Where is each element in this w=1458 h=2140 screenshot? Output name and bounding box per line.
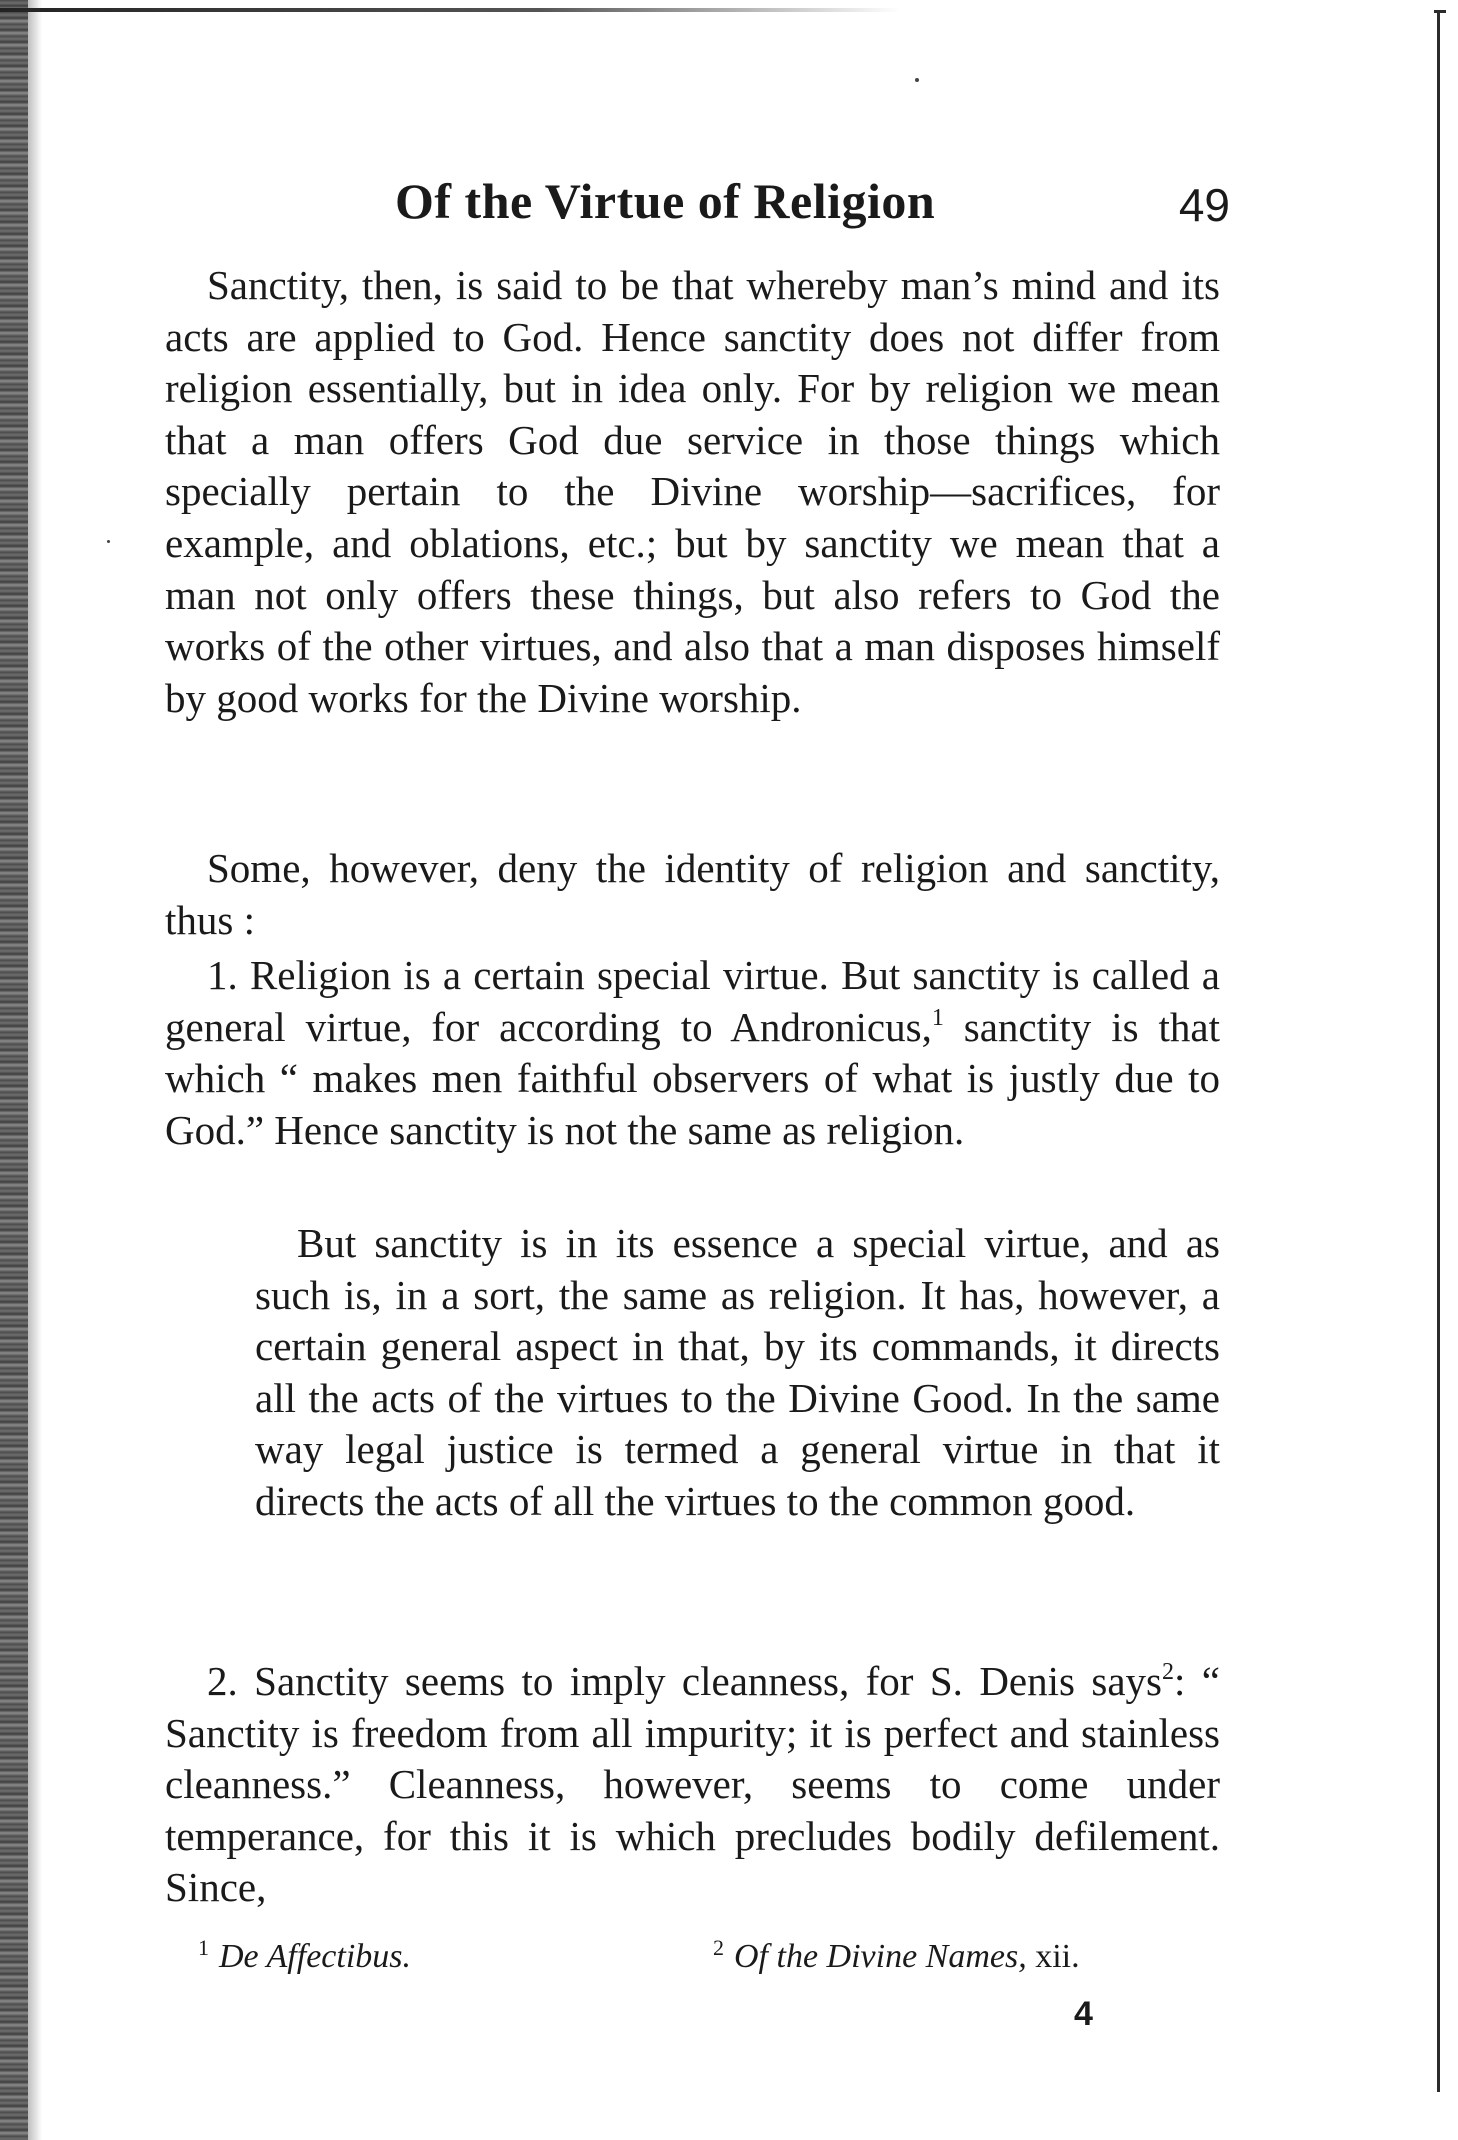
book-binding-edge bbox=[0, 0, 28, 2140]
footnote-text-suffix: xii. bbox=[1026, 1938, 1080, 1975]
running-title: Of the Virtue of Religion bbox=[395, 173, 936, 229]
footnote-2 bbox=[713, 1935, 1080, 1976]
footnotes bbox=[198, 1935, 1198, 1985]
paragraph-text: Some, however, deny the identity of religion and sanctity, thus : bbox=[165, 845, 1220, 943]
paragraph-text-part: 2. Sanctity seems to imply cleanness, for S. Denis says bbox=[207, 1658, 1162, 1704]
footnote-reference: 1 bbox=[931, 1004, 944, 1031]
paragraph-text: But sanctity is in its essence a special virtue, and as such is, in a sort, the same as religion. It has, however, a certain general aspect in that, by its commands, it directs all the acts of the virtues to the Divine Good. In the same way legal justice is termed a general virtue in that it directs the acts of all the virtues to the common good. bbox=[255, 1220, 1220, 1524]
paragraph-objection-one bbox=[165, 950, 1220, 1156]
right-scan-edge-cap bbox=[1434, 10, 1446, 13]
page-header bbox=[395, 172, 1230, 236]
paragraph-text bbox=[165, 1656, 1220, 1914]
footnote-text: De Affectibus. bbox=[219, 1938, 411, 1975]
right-scan-edge bbox=[1437, 12, 1440, 2092]
paragraph-reply-one bbox=[255, 1218, 1220, 1528]
paragraph-sanctity-definition bbox=[165, 260, 1220, 724]
top-scan-edge bbox=[0, 8, 900, 12]
signature-mark: 4 bbox=[1074, 1995, 1093, 2033]
footnote-1 bbox=[198, 1935, 411, 1976]
scan-speck bbox=[915, 78, 919, 82]
paragraph-text bbox=[165, 950, 1220, 1156]
footnote-reference: 2 bbox=[1162, 1659, 1174, 1685]
page-number: 49 bbox=[1178, 179, 1230, 231]
footnote-mark: 1 bbox=[198, 1935, 209, 1960]
paragraph-text-part: 1. Religion is a certain special virtue. But sanctity is called a general virtue, for according to Andronicus, bbox=[165, 952, 1220, 1050]
binding-shadow bbox=[28, 0, 42, 2140]
paragraph-objection-intro bbox=[165, 843, 1220, 946]
scan-speck bbox=[107, 540, 110, 543]
paragraph-text: Sanctity, then, is said to be that whereby man’s mind and its acts are applied to God. Hence sanctity does not differ from religion essentially, but in idea only. For by religion we mean that a man offers God due service in those things which specially pertain to the Divine worship—sacrifices, for example, and oblations, etc.; but by sanctity we mean that a man not only offers these things, but also refers to God the works of the other virtues, and also that a man disposes himself by good works for the Divine worship. bbox=[165, 262, 1220, 721]
footnote-text: Of the Divine Names, bbox=[734, 1938, 1027, 1975]
paragraph-objection-two bbox=[165, 1656, 1220, 1914]
footnote-mark: 2 bbox=[713, 1935, 724, 1960]
paragraph-text-part: : “ Sanctity is freedom from all impurity; it is perfect and stainless cleanness.” Cleanness, however, seems to come under temperance, for this it is which precludes bodily defilement. Since, bbox=[165, 1658, 1220, 1911]
paragraph-text-part: sanctity is that which “ makes men faithful observers of what is justly due to God.” Hence sanctity is not the same as religion. bbox=[165, 1003, 1221, 1153]
